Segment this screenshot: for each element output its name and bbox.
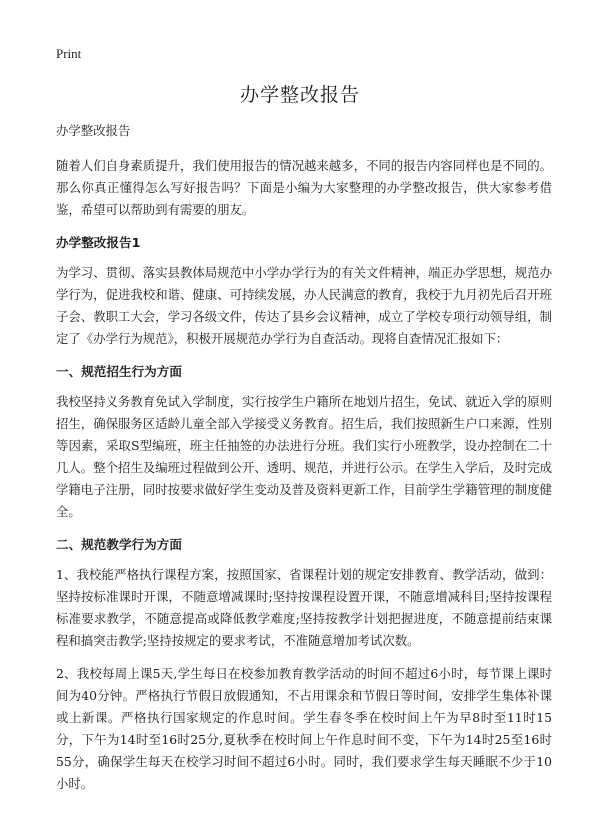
paragraph-enrollment: 我校坚持义务教育免试入学制度，实行按学生户籍所在地划片招生，免试、就近入学的原则招生，确保服务区适龄儿童全部入学接受义务教育。招生后，我们按照新生户口来源，性别等因素，采取S型编班，班主任抽签的办法进行分班。我们实行小班教学，设办控制在二十几人。整个招生及编班过程做到公开、透明、规范，并进行公示。在学生入学后，及时完成学籍电子注册，同时按要求做好学生变动及普及资料更新工作，目前学生学籍管理的制度健全。 [56,394,552,519]
document-body [56,120,552,806]
page-title: 办学整改报告 [239,84,360,106]
document-subtitle: 办学整改报告 [56,123,131,138]
paragraph-teaching-1: 1、我校能严格执行课程方案，按照国家、省课程计划的规定安排教育、教学活动，做到：坚持按标准课时开课，不随意增减课时;坚持按课程设置开课，不随意增减科目;坚持按课程标准要求教学，不随意提高或降低教学难度;坚持按教学计划把握进度，不随意提前结束课程和搞突击教学;坚持按规定的要求考试，不准随意增加考试次数。 [56,567,552,648]
section-paragraph: 为学习、贯彻、落实县教体局规范中小学办学行为的有关文件精神，端正办学思想，规范办学行为，促进我校和谐、健康、可持续发展，办人民满意的教育，我校于九月初先后召开班子会、教职工大会，学习各级文件，传达了县乡会议精神，成立了学校专项行动领导组，制定了《办学行为规范》，积极开展规范办学行为自查活动。现将自查情况汇报如下： [56,265,552,346]
paragraph-teaching-2: 2、我校每周上课5天,学生每日在校参加教育教学活动的时间不超过6小时，每节课上课时间为40分钟。严格执行节假日放假通知，不占用课余和节假日等时间，安排学生集体补课或上新课。严格执行国家规定的作息时间。学生春冬季在校时间上午为早8时至11时15分，下午为14时至16时25分,夏秋季在校时间上午作息时间不变，下午为14时25至16时55分，确保学生每天在校学习时间不超过6小时。同时，我们要求学生每天睡眠不少于10小时。 [56,666,552,791]
heading-enrollment: 一、规范招生行为方面 [56,364,182,379]
intro-paragraph: 随着人们自身素质提升，我们使用报告的情况越来越多，不同的报告内容同样也是不同的。那么你真正懂得怎么写好报告吗？下面是小编为大家整理的办学整改报告，供大家参考借鉴，希望可以帮助到有需要的朋友。 [56,158,552,217]
heading-teaching: 二、规范教学行为方面 [56,537,182,552]
print-link[interactable]: Print [56,46,82,61]
section-heading: 办学整改报告1 [56,235,141,250]
